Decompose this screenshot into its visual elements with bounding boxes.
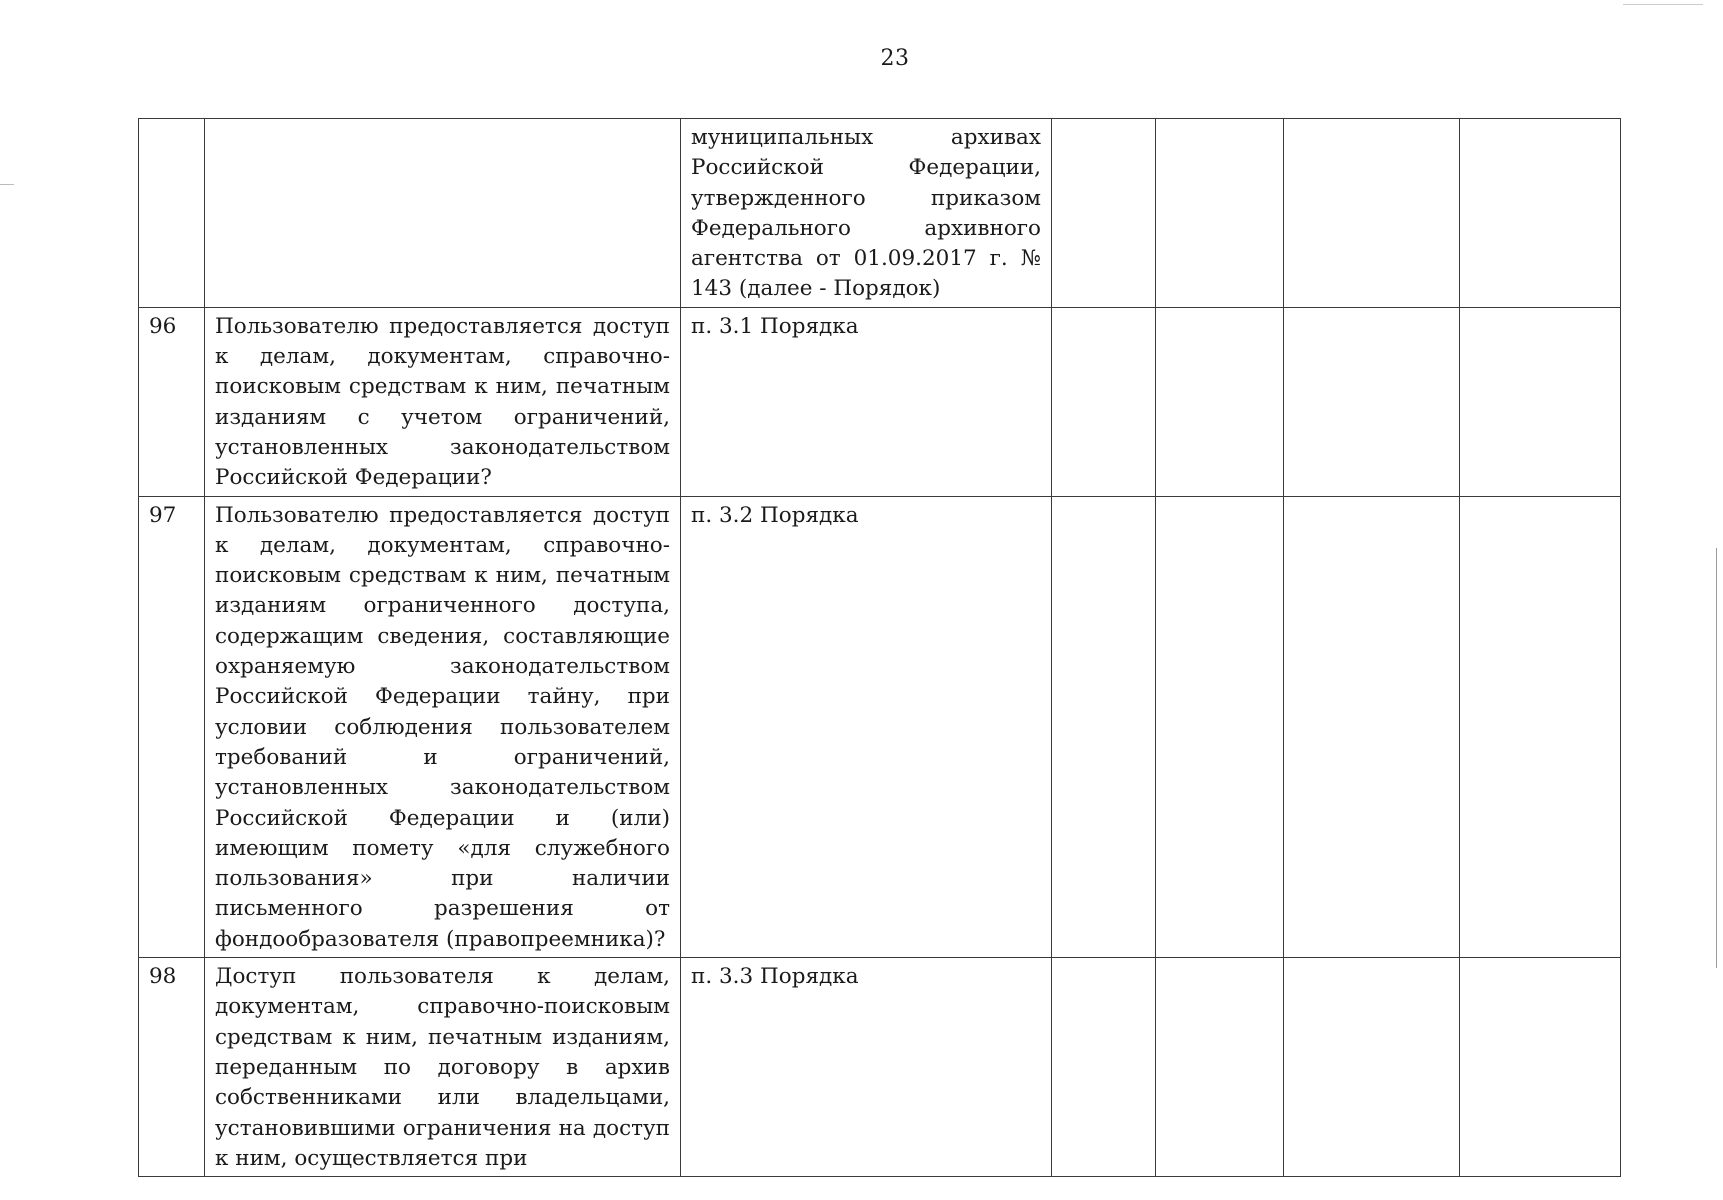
row-number-cell: [139, 119, 205, 308]
question-cell: [205, 119, 681, 308]
table-row-96: [139, 307, 1621, 496]
notes-cell: [1460, 307, 1621, 496]
notes-cell: [1460, 119, 1621, 308]
legal-basis-cell: п. 3.2 Порядка: [681, 496, 1052, 957]
answer-yes-cell: [1052, 496, 1156, 957]
legal-basis-cell: п. 3.3 Порядка: [681, 958, 1052, 1177]
answer-not-applicable-cell: [1284, 307, 1460, 496]
answer-no-cell: [1156, 119, 1284, 308]
legal-basis-cell: муниципальных архивах Российской Федерации, утвержденного приказом Федерального архивного агентства от 01.09.2017 г. № 143 (далее - Порядок): [681, 119, 1052, 308]
notes-cell: [1460, 496, 1621, 957]
row-number-cell: 96: [139, 307, 205, 496]
notes-cell: [1460, 958, 1621, 1177]
table-row-97: [139, 496, 1621, 957]
page-number: 23: [880, 46, 910, 71]
answer-no-cell: [1156, 307, 1284, 496]
answer-no-cell: [1156, 958, 1284, 1177]
answer-yes-cell: [1052, 958, 1156, 1177]
table-row-continuation: [139, 119, 1621, 308]
row-number-cell: 97: [139, 496, 205, 957]
table-row-98: [139, 958, 1621, 1177]
answer-not-applicable-cell: [1284, 119, 1460, 308]
question-cell: Доступ пользователя к делам, документам, справочно-поисковым средствам к ним, печатным изданиям, переданным по договору в архив собственниками или владельцами, установившими ограничения на доступ к ним, осуществляется при: [205, 958, 681, 1177]
answer-not-applicable-cell: [1284, 496, 1460, 957]
scan-edge-mark: [1716, 548, 1717, 968]
answer-not-applicable-cell: [1284, 958, 1460, 1177]
question-cell: Пользователю предоставляется доступ к делам, документам, справочно-поисковым средствам к ним, печатным изданиям ограниченного доступа, содержащим сведения, составляющие охраняемую законодательством Российской Федерации тайну, при условии соблюдения пользователем требований и ограничений, установленных законодательством Российской Федерации и (или) имеющим помету «для служебного пользования» при наличии письменного разрешения от фондообразователя (правопреемника)?: [205, 496, 681, 957]
answer-no-cell: [1156, 496, 1284, 957]
answer-yes-cell: [1052, 119, 1156, 308]
checklist-table: [138, 118, 1621, 1177]
scan-corner-mark: [1623, 4, 1703, 5]
question-cell: Пользователю предоставляется доступ к делам, документам, справочно-поисковым средствам к ним, печатным изданиям с учетом ограничений, установленных законодательством Российской Федерации?: [205, 307, 681, 496]
answer-yes-cell: [1052, 307, 1156, 496]
scan-margin-mark: [0, 184, 14, 185]
row-number-cell: 98: [139, 958, 205, 1177]
legal-basis-cell: п. 3.1 Порядка: [681, 307, 1052, 496]
